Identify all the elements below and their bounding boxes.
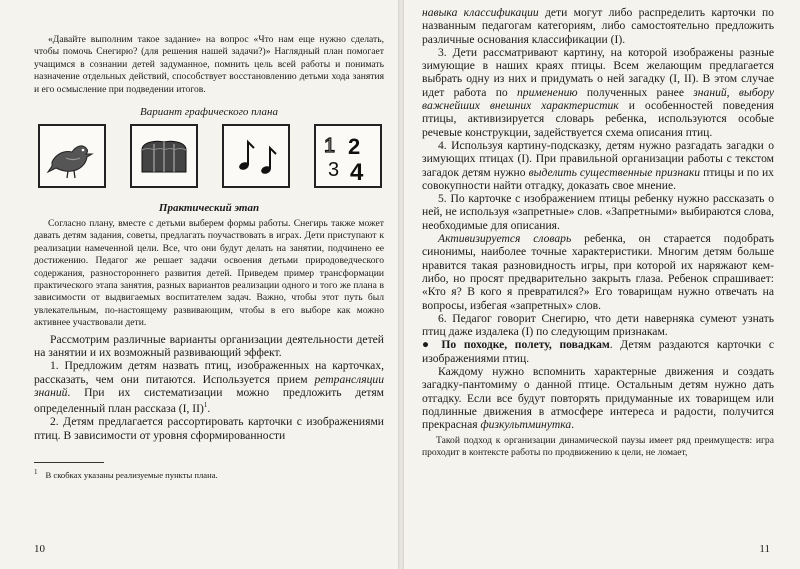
variant-heading: Вариант графического плана: [140, 106, 278, 119]
activation-paragraph: [422, 232, 774, 312]
activation-text: ребенка, он старается подобрать синонимы, наиболее точные характеристики. Многим детям больше нравится такая разновидность игры, при которой их наряжают кем-либо, но просят предварительно закрыть глаза. Ребенок спрашивает: «Кто я? В кого я превратился?» Его товарищам нужно отвечать на вопросы, избегая «запретных» слов.: [422, 232, 774, 312]
practical-heading: Практический этап: [158, 202, 260, 215]
classification-text: дети могут либо распределить карточки по названным педагогам категориям, либо самостоятельно предложить различные основания классификации (I).: [422, 6, 774, 46]
bullet-mark: ●: [422, 338, 434, 352]
right-page: [404, 0, 800, 569]
footnote-text: В скобках указаны реализуемые пункты плана.: [45, 469, 218, 480]
classification-paragraph: [422, 6, 774, 46]
footnote-divider: [34, 462, 104, 463]
gait-bullet-bold: По походке, полету, повадкам: [441, 338, 610, 352]
number-two-glyph: 2: [348, 134, 361, 160]
item-three-italic-b: знаний, выбору важнейших внешних характеристик: [422, 85, 774, 113]
item-three-italic-a: применению: [517, 85, 578, 99]
numbers-icon: [314, 124, 382, 188]
dynamic-pause-paragraph: Такой подход к организации динамической паузы имеет ряд преимуществ: игра проходит в контексте работы по продвижению к цели, не ломает,: [422, 434, 774, 458]
item-four-italic: выделить существенные признаки: [528, 165, 701, 179]
pantomime-paragraph: [422, 365, 774, 431]
number-four-glyph: 4: [350, 159, 364, 185]
item-four-text-b: птицы и по их совокупности найти отгадку, доказать свое мнение.: [422, 165, 774, 192]
practical-paragraph: Согласно плану, вместе с детьми выберем формы работы. Снегирь также может давать детям задания, советы, предлагать поучаствовать в играх. Дети приступают к реализации намеченной цели. Все, что они будут делать на занятии, подчинено ее достижению. Педагог же решает задачи освоения детьми природоведческого содержания, разностороннего развития детей. Приведем пример трансформации практического этапа занятия, разных вариантов реализации одного и того же плана в зависимости от выдвигаемых воспитателем задач. Важно, чтобы этот путь был увлекательным, по-настоящему развивающим, чтобы в его выборе как можно активнее участвовали дети.: [34, 218, 384, 329]
item-one-text-b: . При их систематизации можно предложить детям определенный план рассказа (I, II): [34, 385, 384, 416]
item-three-paragraph: [422, 46, 774, 139]
gait-bullet-text: . Детям раздаются карточки с изображениями птиц.: [422, 338, 774, 365]
intro-paragraph: «Давайте выполним такое задание» на вопрос «Что нам еще нужно сделать, чтобы помочь Снегирю? (для решения нашей задачи?)» Наглядный план помогает учащимся в сознании детей задуманное, помнить цель всей работы и понимать назначение отдельных действий, способствует восстановлению детьми хода занятия и его осмысление при подведении итогов.: [34, 34, 384, 95]
pantomime-text-b: .: [571, 418, 575, 432]
item-five-paragraph: 5. По карточке с изображением птицы ребенку нужно рассказать о ней, не используя «запретные» слов. «Запретными» выбираются слова, необходимые для описания.: [422, 192, 774, 232]
graphic-plan-icons: [34, 124, 384, 188]
number-one-glyph: 1: [324, 135, 336, 158]
pantomime-text-a: Каждому нужно вспомнить характерные движения и создать загадку-пантомиму о данной птице. Остальным детям нужно дать отгадку. Если все будут повторять придуманные их товарищем или подлинные движения в атмосфере интереса и радости, получится прекрасная: [422, 365, 774, 432]
item-one-text-c: .: [207, 402, 211, 416]
item-four-paragraph: [422, 139, 774, 192]
gait-bullet: [422, 338, 774, 365]
left-page: [0, 0, 398, 569]
item-one-text-a: 1. Предложим детям назвать птиц, изображенных на карточках, рассказать, чем они питаются. Используется прием: [34, 359, 384, 386]
item-three-text-a: 3. Дети рассматривают картину, на которой изображены разные зимующие в наших краях птицы. Всем желающим предлагается выбрать одну из них и придумать о ней загадку (I, II). В этом случае идет работа по: [422, 45, 774, 99]
pantomime-italic: физкультминутка: [480, 418, 572, 432]
item-one-italic: ретрансляции знаний: [34, 372, 384, 399]
item-three-text-b: полученных ранее: [577, 85, 694, 99]
item-two-paragraph: 2. Детям предлагается рассортировать карточки с изображениями птиц. В зависимости от уровня сформированности: [34, 415, 384, 442]
page-number-right: 11: [759, 543, 770, 555]
item-one-paragraph: [34, 359, 384, 415]
bread-icon: [130, 124, 198, 188]
page-number-left: 10: [34, 543, 45, 555]
footnote: [34, 467, 384, 481]
item-three-text-c: и особенностей поведения птицы, активизируется словарь ребенка, используются особые речевые конструкции, задействуется схема описания птиц.: [422, 99, 774, 139]
music-notes-icon: [222, 124, 290, 188]
item-four-text-a: 4. Используя картину-подсказку, детям нужно разгадать загадки о зимующих птицах (I). При правильной организации работы с текстом загадок детям нужно: [422, 138, 774, 179]
number-three-glyph: 3: [328, 159, 340, 182]
activation-italic: Активизируется словарь: [438, 232, 572, 246]
classification-italic: навыка классификации: [422, 6, 539, 19]
footnote-mark: 1: [34, 467, 38, 476]
bird-icon: [38, 124, 106, 188]
item-one-footnote-ref: 1: [203, 401, 208, 410]
consider-paragraph: Рассмотрим различные варианты организации деятельности детей на занятии и их возможный развивающий эффект.: [34, 332, 384, 359]
item-six-paragraph: 6. Педагог говорит Снегирю, что дети наверняка сумеют узнать птиц даже издалека (I) по следующим признакам.: [422, 311, 774, 339]
